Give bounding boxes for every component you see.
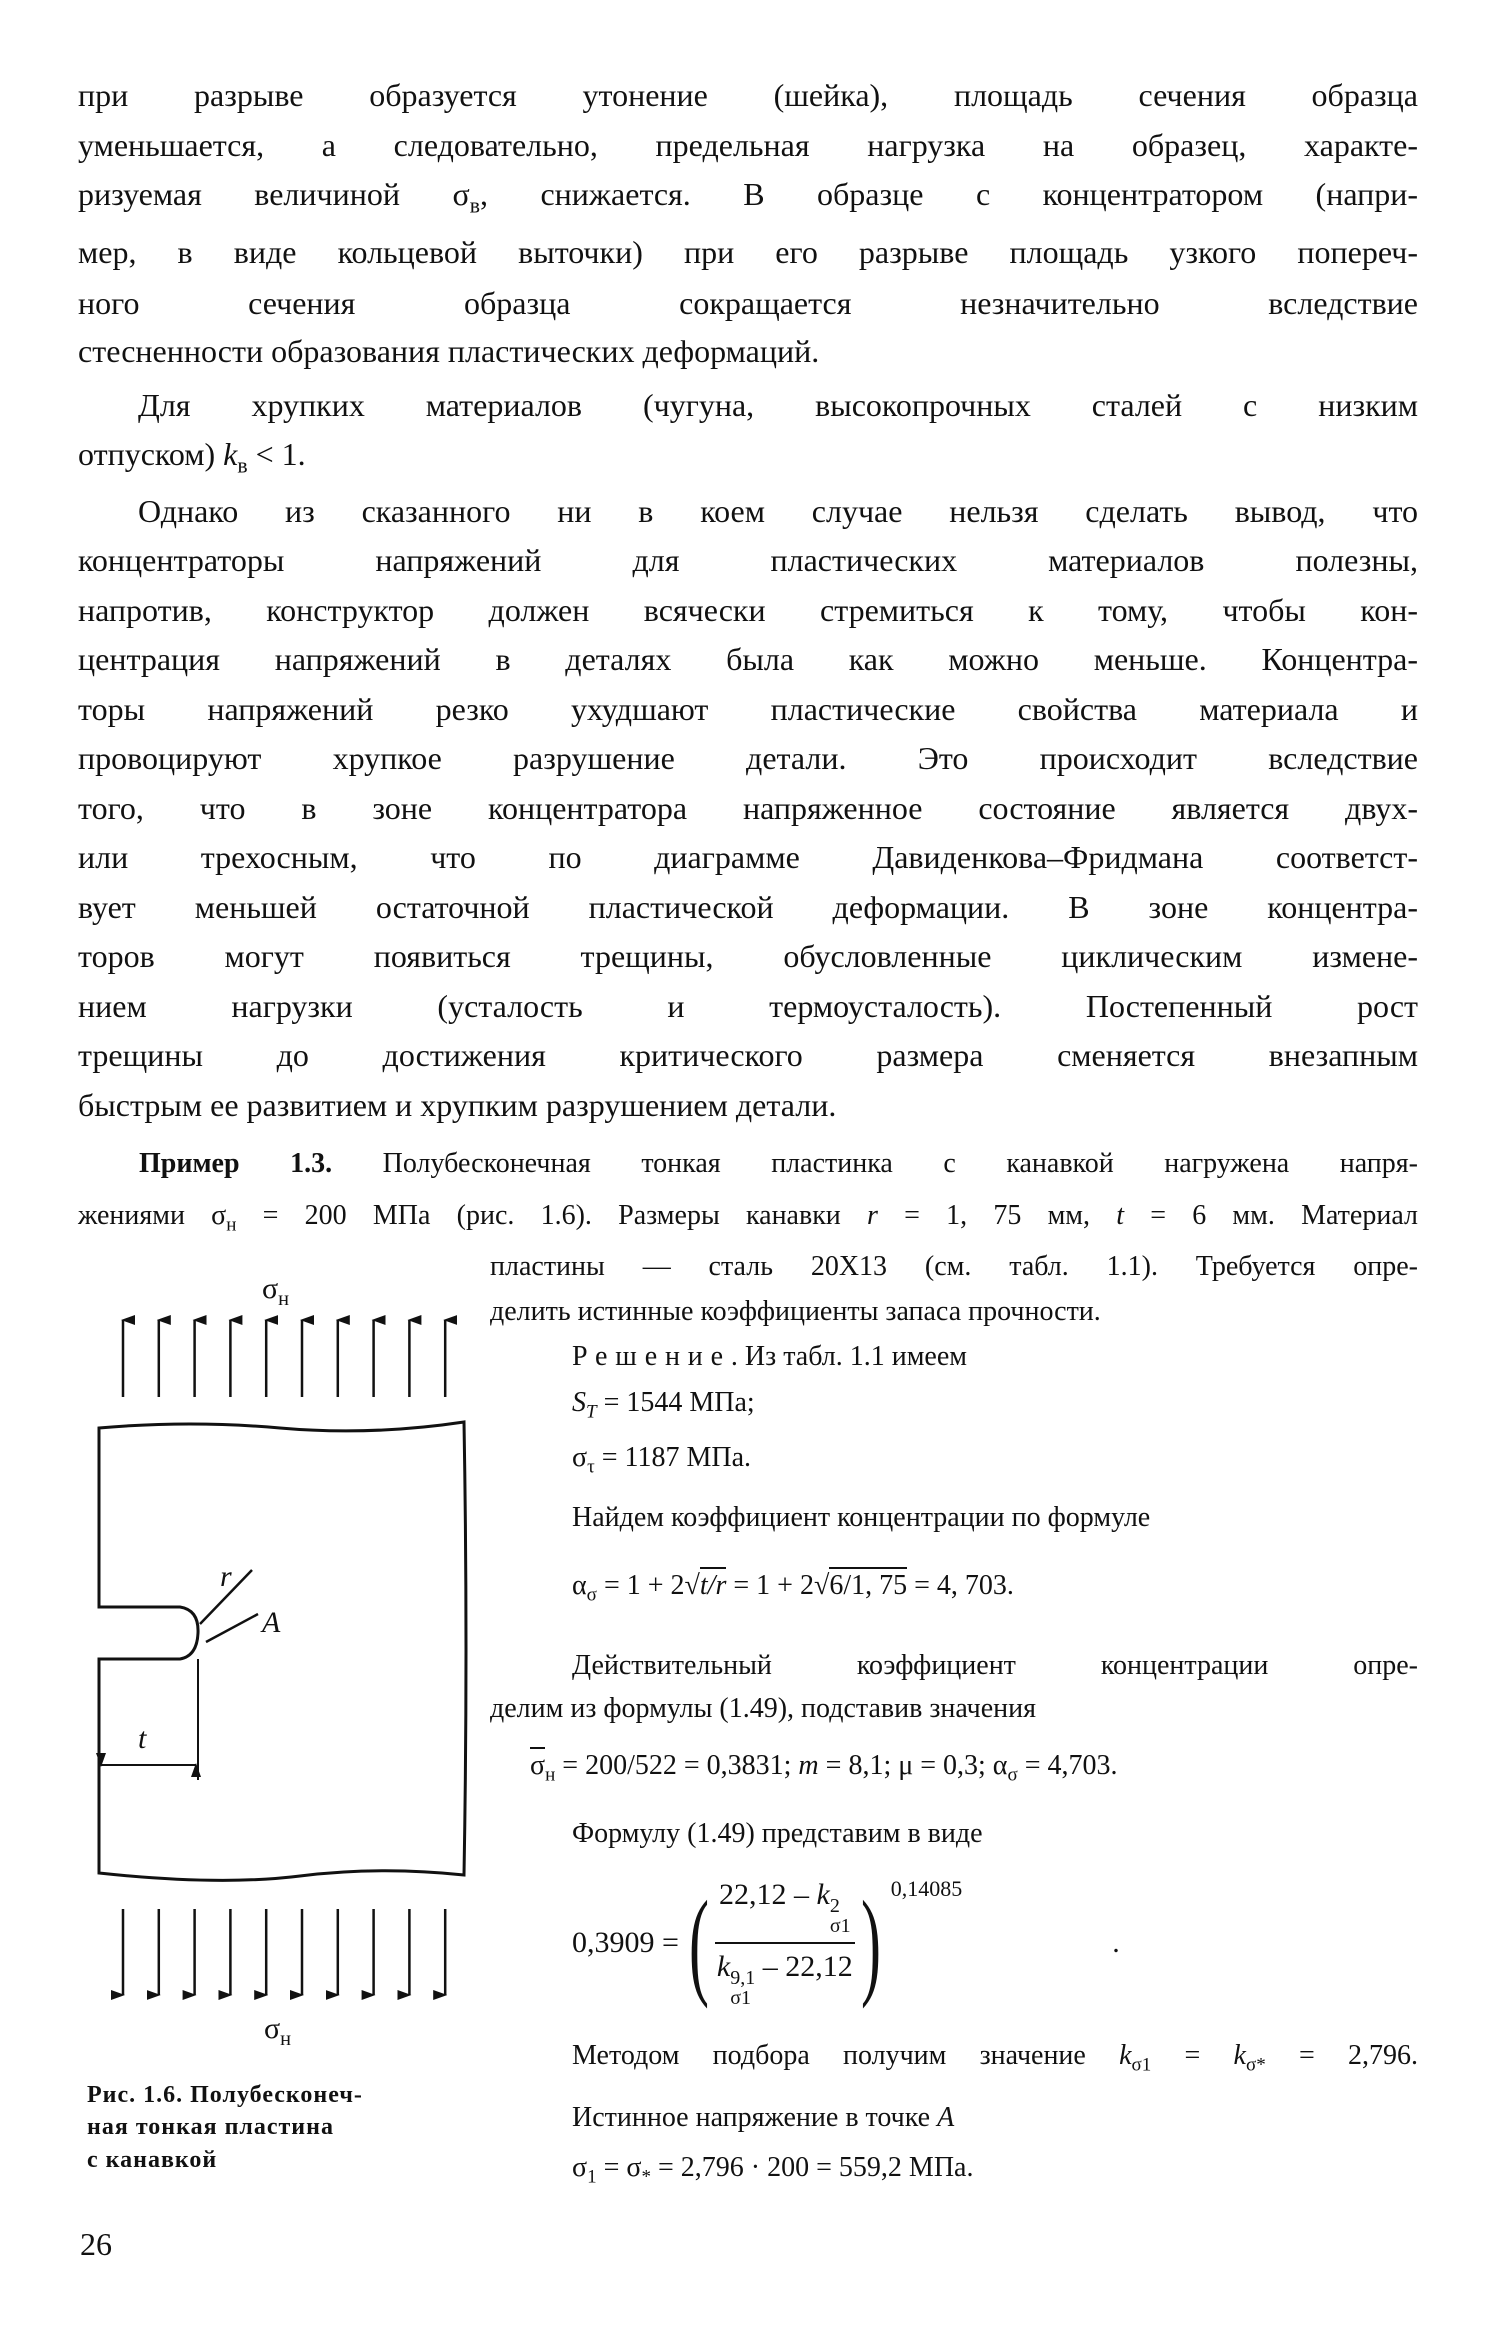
- left-paren: (: [688, 1876, 709, 2009]
- math-segment: k: [223, 436, 238, 472]
- text-segment: Действительный коэффициент концентрации опре-: [572, 1650, 1418, 1681]
- text-segment: = 1187 МПа.: [594, 1442, 752, 1473]
- caption-line: ная тонкая пластина: [87, 2114, 334, 2140]
- label-t: t: [138, 1722, 147, 1755]
- math-segment: 1: [587, 2166, 597, 2188]
- math-segment: Решение: [572, 1341, 731, 1372]
- text-segment: σ: [572, 1442, 588, 1473]
- den-text: – 22,12: [755, 1950, 853, 1983]
- text-segment: Формулу (1.49) представим в виде: [572, 1818, 983, 1849]
- text-segment: = σ: [596, 2152, 642, 2183]
- text-segment: при разрыве образуется утонение (шейка), площадь сечения образца: [78, 77, 1418, 113]
- label-a: A: [262, 1606, 281, 1639]
- math-segment: k: [1119, 2040, 1132, 2071]
- text-segment: делить истинные коэффициенты запаса прочности.: [490, 1296, 1101, 1327]
- load-arrows-bottom: [123, 1909, 445, 1995]
- text-segment: вует меньшей остаточной пластической деформации. В зоне концентра-: [78, 889, 1418, 925]
- math-segment: A: [937, 2102, 955, 2133]
- num-k: k: [816, 1878, 830, 1911]
- math-segment: t: [1116, 1200, 1124, 1231]
- text-segment: ризуемая величиной σ: [78, 176, 470, 212]
- text-segment: стесненности образования пластических деформаций.: [78, 333, 820, 369]
- page-number: 26: [80, 2226, 112, 2262]
- math-segment: T: [586, 1401, 597, 1423]
- sigma-top-label: $\sigma_н$: [262, 1272, 290, 1311]
- text-segment: напротив, конструктор должен всячески стремиться к тому, чтобы кон-: [78, 592, 1418, 628]
- math-segment: m: [798, 1750, 819, 1781]
- math-segment: Пример 1.3.: [139, 1148, 333, 1179]
- text-segment: Методом подбора получим значение: [572, 2040, 1120, 2071]
- caption-line: Рис. 1.6. Полубесконеч-: [87, 2082, 363, 2108]
- formula-lhs: 0,3909 =: [572, 1926, 679, 1959]
- text-segment: или трехосным, что по диаграмме Давиденкова–Фридмана соответст-: [78, 839, 1418, 875]
- text-segment: отпуском): [78, 436, 224, 472]
- formula-period: .: [1112, 1926, 1120, 1959]
- math-segment: σ: [530, 1747, 545, 1781]
- num-sup: 2: [829, 1895, 840, 1917]
- text-segment: = 1 + 2√: [726, 1570, 830, 1601]
- text-segment: = 200 МПа (рис. 1.6). Размеры канавки: [236, 1200, 868, 1231]
- point-a-leader: [206, 1614, 258, 1642]
- caption-line: с канавкой: [87, 2147, 218, 2173]
- text-segment: пластины — сталь 20Х13 (см. табл. 1.1). Требуется опре-: [490, 1251, 1418, 1282]
- text-segment: уменьшается, а следовательно, предельная нагрузка на образец, характе-: [78, 127, 1418, 163]
- text-segment: провоцируют хрупкое разрушение детали. Это происходит вследствие: [78, 740, 1418, 776]
- text-segment: = 200/522 = 0,3831;: [555, 1750, 799, 1781]
- text-segment: Истинное напряжение в точке: [572, 2102, 938, 2133]
- num-sub: σ1: [829, 1915, 851, 1937]
- text-segment: ного сечения образца сокращается незначительно вследствие: [78, 285, 1418, 321]
- text-segment: Однако из сказанного ни в коем случае нельзя сделать вывод, что: [138, 493, 1418, 529]
- text-segment: быстрым ее развитием и хрупким разрушением детали.: [78, 1087, 837, 1123]
- sigma-bottom-label: $\sigma_н$: [264, 2012, 292, 2051]
- text-segment: Найдем коэффициент концентрации по формуле: [572, 1502, 1151, 1533]
- text-segment: σ: [572, 2152, 588, 2183]
- den-sup: 9,1: [730, 1967, 756, 1989]
- plate-outline: [99, 1422, 466, 1880]
- text-segment: =: [1151, 2040, 1234, 2071]
- text-segment: Полубесконечная тонкая пластинка с канавкой нагружена напря-: [332, 1148, 1418, 1179]
- text-segment: = 1, 75 мм,: [877, 1200, 1117, 1231]
- text-segment: = 8,1; μ = 0,3; α: [818, 1750, 1008, 1781]
- text-segment: концентраторы напряжений для пластических материалов полезны,: [78, 542, 1418, 578]
- math-segment: σ1: [1131, 2054, 1152, 2076]
- text-segment: = 4,703.: [1017, 1750, 1118, 1781]
- text-segment: того, что в зоне концентратора напряженное состояние является двух-: [78, 790, 1418, 826]
- math-segment: н: [226, 1214, 237, 1236]
- load-arrows-top: [123, 1320, 445, 1397]
- text-segment: нием нагрузки (усталость и термоусталость). Постепенный рост: [78, 988, 1418, 1024]
- math-segment: в: [469, 193, 480, 218]
- math-segment: в: [237, 453, 248, 478]
- math-segment: t/r: [700, 1567, 726, 1601]
- text-segment: мер, в виде кольцевой выточки) при его разрыве площадь узкого попереч-: [78, 234, 1418, 270]
- math-segment: н: [545, 1764, 556, 1786]
- text-segment: жениями σ: [78, 1200, 227, 1231]
- text-segment: α: [572, 1570, 587, 1601]
- text-segment: = 1544 МПа;: [596, 1387, 755, 1418]
- text-segment: трещины до достижения критического размера сменяется внезапным: [78, 1037, 1418, 1073]
- text-segment: . Из табл. 1.1 имеем: [730, 1341, 967, 1372]
- math-segment: σ*: [1245, 2054, 1266, 2076]
- den-sub: σ1: [730, 1987, 751, 2009]
- text-segment: торы напряжений резко ухудшают пластические свойства материала и: [78, 691, 1418, 727]
- math-segment: S: [572, 1387, 586, 1418]
- text-segment: < 1.: [247, 436, 306, 472]
- right-paren: ): [860, 1876, 881, 2009]
- math-segment: τ: [587, 1456, 595, 1478]
- exponent: 0,14085: [890, 1876, 963, 1901]
- den-k: k: [716, 1950, 731, 1983]
- text-segment: = 6 мм. Материал: [1124, 1200, 1418, 1231]
- text-segment: Для хрупких материалов (чугуна, высокопрочных сталей с низким: [138, 387, 1418, 423]
- text-segment: , снижается. В образце с концентратором (напри-: [480, 176, 1419, 212]
- math-segment: *: [641, 2166, 652, 2188]
- math-segment: σ: [1007, 1764, 1018, 1786]
- text-segment: = 4, 703.: [907, 1570, 1014, 1601]
- math-segment: 6/1, 75: [829, 1567, 907, 1601]
- text-segment: = 2,796.: [1265, 2040, 1419, 2071]
- label-r: r: [220, 1560, 232, 1593]
- math-segment: k: [1233, 2040, 1246, 2071]
- text-segment: = 1 + 2√: [596, 1570, 700, 1601]
- text-segment: = 2,796 · 200 = 559,2 МПа.: [651, 2152, 974, 2183]
- text-segment: торов могут появиться трещины, обусловленные циклическим измене-: [78, 938, 1418, 974]
- text-segment: центрация напряжений в деталях была как можно меньше. Концентра-: [78, 641, 1418, 677]
- num-text: 22,12 –: [719, 1878, 817, 1911]
- text-segment: делим из формулы (1.49), подставив значения: [490, 1693, 1037, 1724]
- math-segment: r: [867, 1200, 878, 1231]
- math-segment: σ: [586, 1584, 597, 1606]
